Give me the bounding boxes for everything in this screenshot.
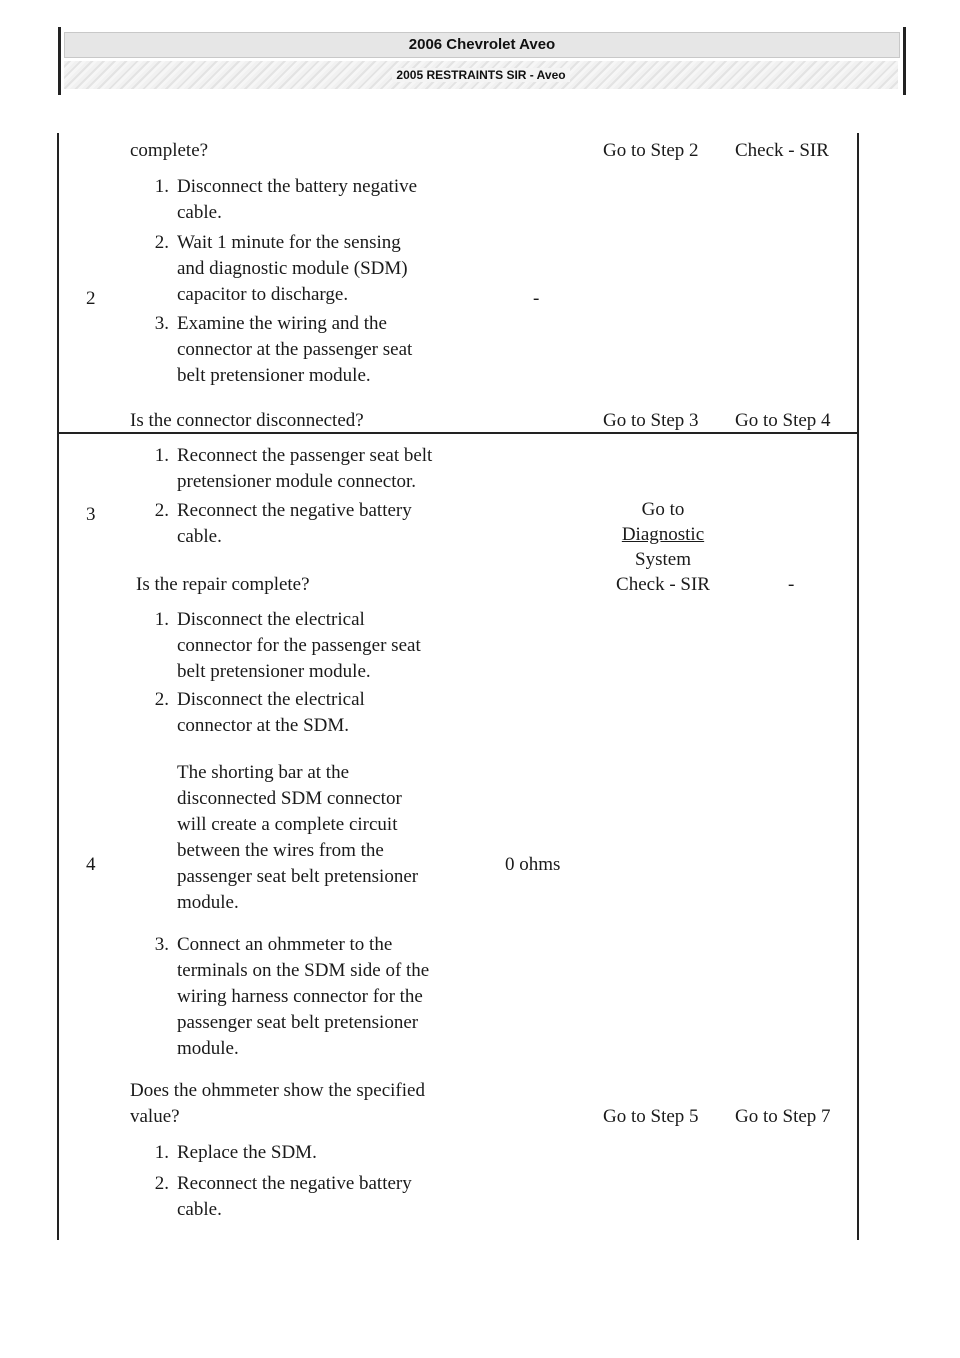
subtitle-text: 2005 RESTRAINTS SIR - Aveo: [392, 68, 569, 82]
step-action-lead: complete?: [130, 140, 209, 161]
list-item-number: 2.: [154, 232, 169, 253]
step-number: 3: [86, 504, 96, 525]
step-question: Is the repair complete?: [136, 574, 310, 595]
list-item-text: [177, 311, 412, 389]
step-number: 2: [86, 288, 96, 309]
line: Connect an ohmmeter to the: [177, 934, 393, 955]
list-item-text: [177, 498, 412, 550]
line: pretensioner module connector.: [177, 471, 417, 492]
page-header: [58, 27, 906, 95]
no-result: Go to Step 7: [735, 1106, 831, 1127]
note-line: disconnected SDM connector: [177, 788, 402, 809]
line: cable.: [177, 526, 222, 547]
line: Disconnect the battery negative: [177, 176, 418, 197]
list-item-text: [177, 1171, 412, 1223]
document-title: 2006 Chevrolet Aveo: [64, 32, 900, 58]
list-item-number: 1.: [154, 1142, 169, 1163]
header-right-rule: [903, 27, 906, 95]
no-result: Check - SIR: [735, 140, 829, 161]
line: Disconnect the electrical: [177, 689, 365, 710]
line: and diagnostic module (SDM): [177, 258, 408, 279]
header-left-rule: [58, 27, 61, 95]
no-result: -: [788, 574, 795, 595]
line: Reconnect the negative battery: [177, 1173, 412, 1194]
line: cable.: [177, 202, 222, 223]
list-item-text: [177, 932, 429, 1062]
list-item-number: 3.: [154, 934, 169, 955]
note-block: [177, 760, 418, 916]
value-cell: -: [533, 288, 540, 309]
note-line: module.: [177, 892, 239, 913]
line: module.: [177, 1038, 239, 1059]
list-item-text: [177, 443, 432, 495]
table-left-border: [57, 133, 59, 1240]
step-question: [130, 1078, 425, 1130]
line: Reconnect the negative battery: [177, 500, 412, 521]
list-item-number: 2.: [154, 689, 169, 710]
list-item-number: 1.: [154, 445, 169, 466]
yes-result-text: System: [635, 549, 691, 570]
yes-result: Go to Step 5: [603, 1106, 699, 1127]
line: Wait 1 minute for the sensing: [177, 232, 401, 253]
note-line: passenger seat belt pretensioner: [177, 866, 419, 887]
list-item-number: 1.: [154, 609, 169, 630]
note-line: will create a complete circuit: [177, 814, 398, 835]
note-line: between the wires from the: [177, 840, 384, 861]
line: passenger seat belt pretensioner: [177, 1012, 419, 1033]
question-line: value?: [130, 1106, 180, 1127]
step-question: Is the connector disconnected?: [130, 410, 364, 431]
no-result: Go to Step 4: [735, 410, 831, 431]
list-item-text: [177, 174, 417, 226]
list-item-number: 2.: [154, 500, 169, 521]
document-subtitle: [64, 61, 898, 89]
line: belt pretensioner module.: [177, 365, 371, 386]
line: terminals on the SDM side of the: [177, 960, 430, 981]
yes-result-text: Go to: [641, 499, 685, 520]
list-item-number: 2.: [154, 1173, 169, 1194]
list-item-text: [177, 1140, 317, 1166]
table-right-border: [857, 133, 859, 1240]
line: wiring harness connector for the: [177, 986, 423, 1007]
line: Examine the wiring and the: [177, 313, 387, 334]
yes-result: Go to Step 3: [603, 410, 699, 431]
note-line: The shorting bar at the: [177, 762, 350, 783]
diagnostic-system-check-link[interactable]: Diagnostic: [621, 524, 705, 545]
yes-result: Go to Step 2: [603, 140, 699, 161]
step-number: 4: [86, 854, 96, 875]
line: connector at the SDM.: [177, 715, 350, 736]
line: belt pretensioner module.: [177, 661, 371, 682]
line: capacitor to discharge.: [177, 284, 349, 305]
line: connector at the passenger seat: [177, 339, 413, 360]
list-item-number: 1.: [154, 176, 169, 197]
line: cable.: [177, 1199, 222, 1220]
line: Replace the SDM.: [177, 1142, 317, 1163]
line: Disconnect the electrical: [177, 609, 365, 630]
line: connector for the passenger seat: [177, 635, 421, 656]
yes-result-text: Check - SIR: [616, 574, 710, 595]
list-item-text: [177, 607, 421, 685]
list-item-text: [177, 687, 365, 739]
question-line: Does the ohmmeter show the specified: [130, 1080, 425, 1101]
line: Reconnect the passenger seat belt: [177, 445, 433, 466]
list-item-text: [177, 230, 408, 308]
list-item-number: 3.: [154, 313, 169, 334]
value-cell: 0 ohms: [505, 854, 561, 875]
